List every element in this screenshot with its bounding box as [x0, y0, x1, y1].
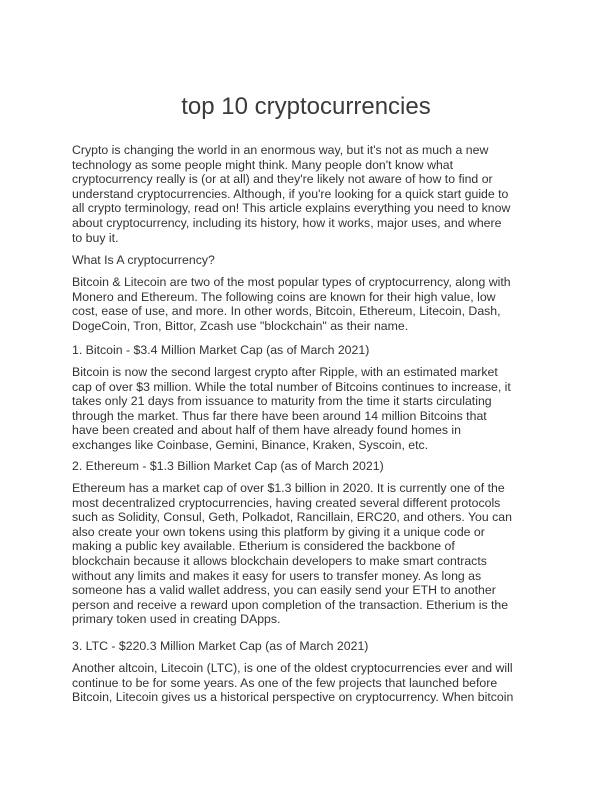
text-line: also create your own tokens using this platform by giving it a unique code or [72, 524, 485, 539]
text-line: Bitcoin is now the second largest crypto after Ripple, with an estimated market [72, 365, 498, 379]
text-line: most decentralized cryptocurrencies, having created several different protocols [72, 495, 501, 510]
text-line: through the market. Thus far there have been around 14 million Bitcoins that [72, 408, 487, 423]
section-heading: 1. Bitcoin - $3.4 Million Market Cap (as of March 2021) [72, 343, 370, 357]
text-line: making a public key available. Etherium is considered the backbone of [72, 539, 455, 554]
text-line: primary token used in creating DApps. [72, 612, 281, 627]
section-paragraph [72, 661, 552, 705]
intro-paragraph [72, 143, 552, 245]
text-line: continue to be for some years. As one of the few projects that launched before [72, 675, 498, 690]
text-line: someone has a valid wallet address, you can easily send your ETH to another [72, 583, 496, 598]
text-line: takes only 21 days from issuance to maturity from the time it starts circulating [72, 394, 492, 409]
text-line: cryptocurrency really is (or at all) and they're likely not aware of how to find or [72, 172, 493, 187]
text-line: exchanges like Coinbase, Gemini, Binance, Kraken, Syscoin, etc. [72, 437, 429, 452]
text-line: about cryptocurrency, including its history, how it works, major uses, and where [72, 215, 502, 230]
text-line: DogeCoin, Tron, Bittor, Zcash use "blockchain" as their name. [72, 318, 409, 333]
section-heading: What Is A cryptocurrency? [72, 253, 215, 267]
text-line: have been created and about half of them have already found homes in [72, 423, 461, 438]
text-line: cost, ease of use, and more. In other words, Bitcoin, Ethereum, Litecoin, Dash, [72, 304, 501, 319]
text-line: understand cryptocurrencies. Although, if you're looking for a quick start guide to [72, 186, 509, 201]
section-heading: 3. LTC - $220.3 Million Market Cap (as of March 2021) [72, 639, 369, 653]
document-title: top 10 cryptocurrencies [181, 93, 431, 120]
text-line: Monero and Ethereum. The following coins are known for their high value, low [72, 289, 496, 304]
text-line: such as Solidity, Consul, Geth, Polkadot, Rancillain, ERC20, and others. You can [72, 510, 512, 525]
text-line: technology as some people might think. Many people don't know what [72, 157, 454, 172]
text-line: Ethereum has a market cap of over $1.3 billion in 2020. It is currently one of the [72, 481, 505, 495]
text-line: blockchain because it allows blockchain developers to make smart contracts [72, 553, 487, 568]
text-line: person and receive a reward upon completion of the transaction. Etherium is the [72, 597, 509, 612]
text-line: without any limits and makes it easy for users to transfer money. As long as [72, 568, 482, 583]
text-line: to buy it. [72, 230, 119, 245]
text-line: Another altcoin, Litecoin (LTC), is one of the oldest cryptocurrencies ever and will [72, 661, 513, 675]
text-line: Bitcoin, Litecoin gives us a historical perspective on cryptocurrency. When bitcoin [72, 690, 514, 705]
section-paragraph [72, 275, 552, 333]
section-heading: 2. Ethereum - $1.3 Billion Market Cap (as of March 2021) [72, 459, 384, 473]
text-line: Bitcoin & Litecoin are two of the most popular types of cryptocurrency, along with [72, 275, 511, 289]
section-paragraph [72, 365, 552, 453]
text-line: Crypto is changing the world in an enormous way, but it's not as much a new [72, 143, 489, 157]
text-line: all crypto terminology, read on! This article explains everything you need to know [72, 201, 511, 216]
section-paragraph [72, 481, 552, 627]
text-line: cap of over $3 million. While the total number of Bitcoins continues to increase, it [72, 379, 511, 394]
